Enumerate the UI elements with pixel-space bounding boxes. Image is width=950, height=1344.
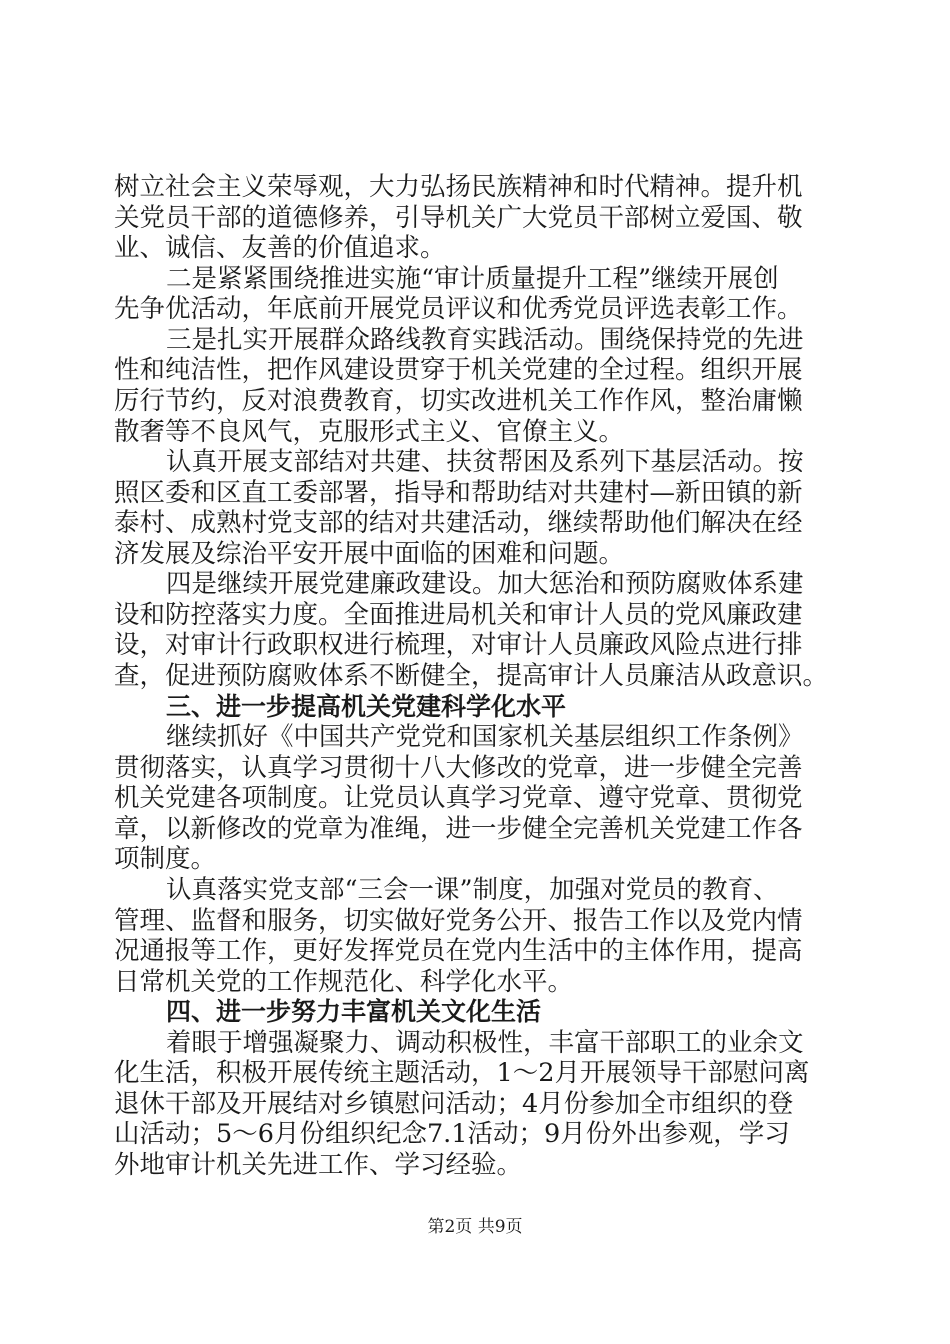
text-line: 退休干部及开展结对乡镇慰问活动；4月份参加全市组织的登: [114, 1089, 794, 1119]
text-line: 设和防控落实力度。全面推进局机关和审计人员的党风廉政建: [114, 600, 803, 630]
paragraph-first-line: 着眼于增强凝聚力、调动积极性，丰富干部职工的业余文: [166, 1028, 804, 1058]
text-line: 厉行节约，反对浪费教育，切实改进机关工作作风，整治庸懒: [114, 386, 803, 416]
text-line: 泰村、成熟村党支部的结对共建活动，继续帮助他们解决在经: [114, 508, 803, 538]
text-line: 设，对审计行政职权进行梳理，对审计人员廉政风险点进行排: [114, 630, 803, 660]
page-footer: 第2页 共9页: [427, 1217, 523, 1237]
text-line: 贯彻落实，认真学习贯彻十八大修改的党章，进一步健全完善: [114, 753, 803, 783]
text-line: 树立社会主义荣辱观，大力弘扬民族精神和时代精神。提升机: [114, 172, 803, 202]
text-line: 济发展及综治平安开展中面临的困难和问题。: [114, 539, 625, 569]
text-line: 业、诚信、友善的价值追求。: [114, 233, 446, 263]
paragraph-first-line: 三是扎实开展群众路线教育实践活动。围绕保持党的先进: [166, 325, 804, 355]
text-line: 化生活，积极开展传统主题活动，1～2月开展领导干部慰问离: [114, 1058, 810, 1088]
paragraph-first-line: 二是紧紧围绕推进实施“审计质量提升工程”继续开展创: [166, 264, 779, 294]
text-line: 照区委和区直工委部署，指导和帮助结对共建村—新田镇的新: [114, 478, 803, 508]
text-line: 查，促进预防腐败体系不断健全，提高审计人员廉洁从政意识。: [114, 661, 829, 691]
text-line: 况通报等工作，更好发挥党员在党内生活中的主体作用，提高: [114, 936, 803, 966]
text-line: 关党员干部的道德修养，引导机关广大党员干部树立爱国、敬: [114, 203, 803, 233]
paragraph-first-line: 继续抓好《中国共产党党和国家机关基层组织工作条例》: [166, 722, 804, 752]
text-line: 外地审计机关先进工作、学习经验。: [114, 1150, 523, 1180]
text-line: 散奢等不良风气，克服形式主义、官僚主义。: [114, 417, 625, 447]
text-line: 机关党建各项制度。让党员认真学习党章、遵守党章、贯彻党: [114, 783, 803, 813]
text-line: 先争优活动，年底前开展党员评议和优秀党员评选表彰工作。: [114, 294, 803, 324]
text-line: 山活动；5～6月份组织纪念7.1活动；9月份外出参观，学习: [114, 1119, 790, 1149]
text-line: 日常机关党的工作规范化、科学化水平。: [114, 967, 574, 997]
section-heading: 四、进一步努力丰富机关文化生活: [166, 997, 542, 1026]
section-heading: 三、进一步提高机关党建科学化水平: [166, 692, 567, 721]
text-line: 章，以新修改的党章为准绳，进一步健全完善机关党建工作各: [114, 814, 803, 844]
text-line: 性和纯洁性，把作风建设贯穿于机关党建的全过程。组织开展: [114, 355, 803, 385]
text-line: 管理、监督和服务，切实做好党务公开、报告工作以及党内情: [114, 906, 803, 936]
text-line: 项制度。: [114, 844, 217, 874]
paragraph-first-line: 认真落实党支部“三会一课”制度，加强对党员的教育、: [166, 875, 779, 905]
paragraph-first-line: 认真开展支部结对共建、扶贫帮困及系列下基层活动。按: [166, 447, 804, 477]
paragraph-first-line: 四是继续开展党建廉政建设。加大惩治和预防腐败体系建: [166, 569, 804, 599]
